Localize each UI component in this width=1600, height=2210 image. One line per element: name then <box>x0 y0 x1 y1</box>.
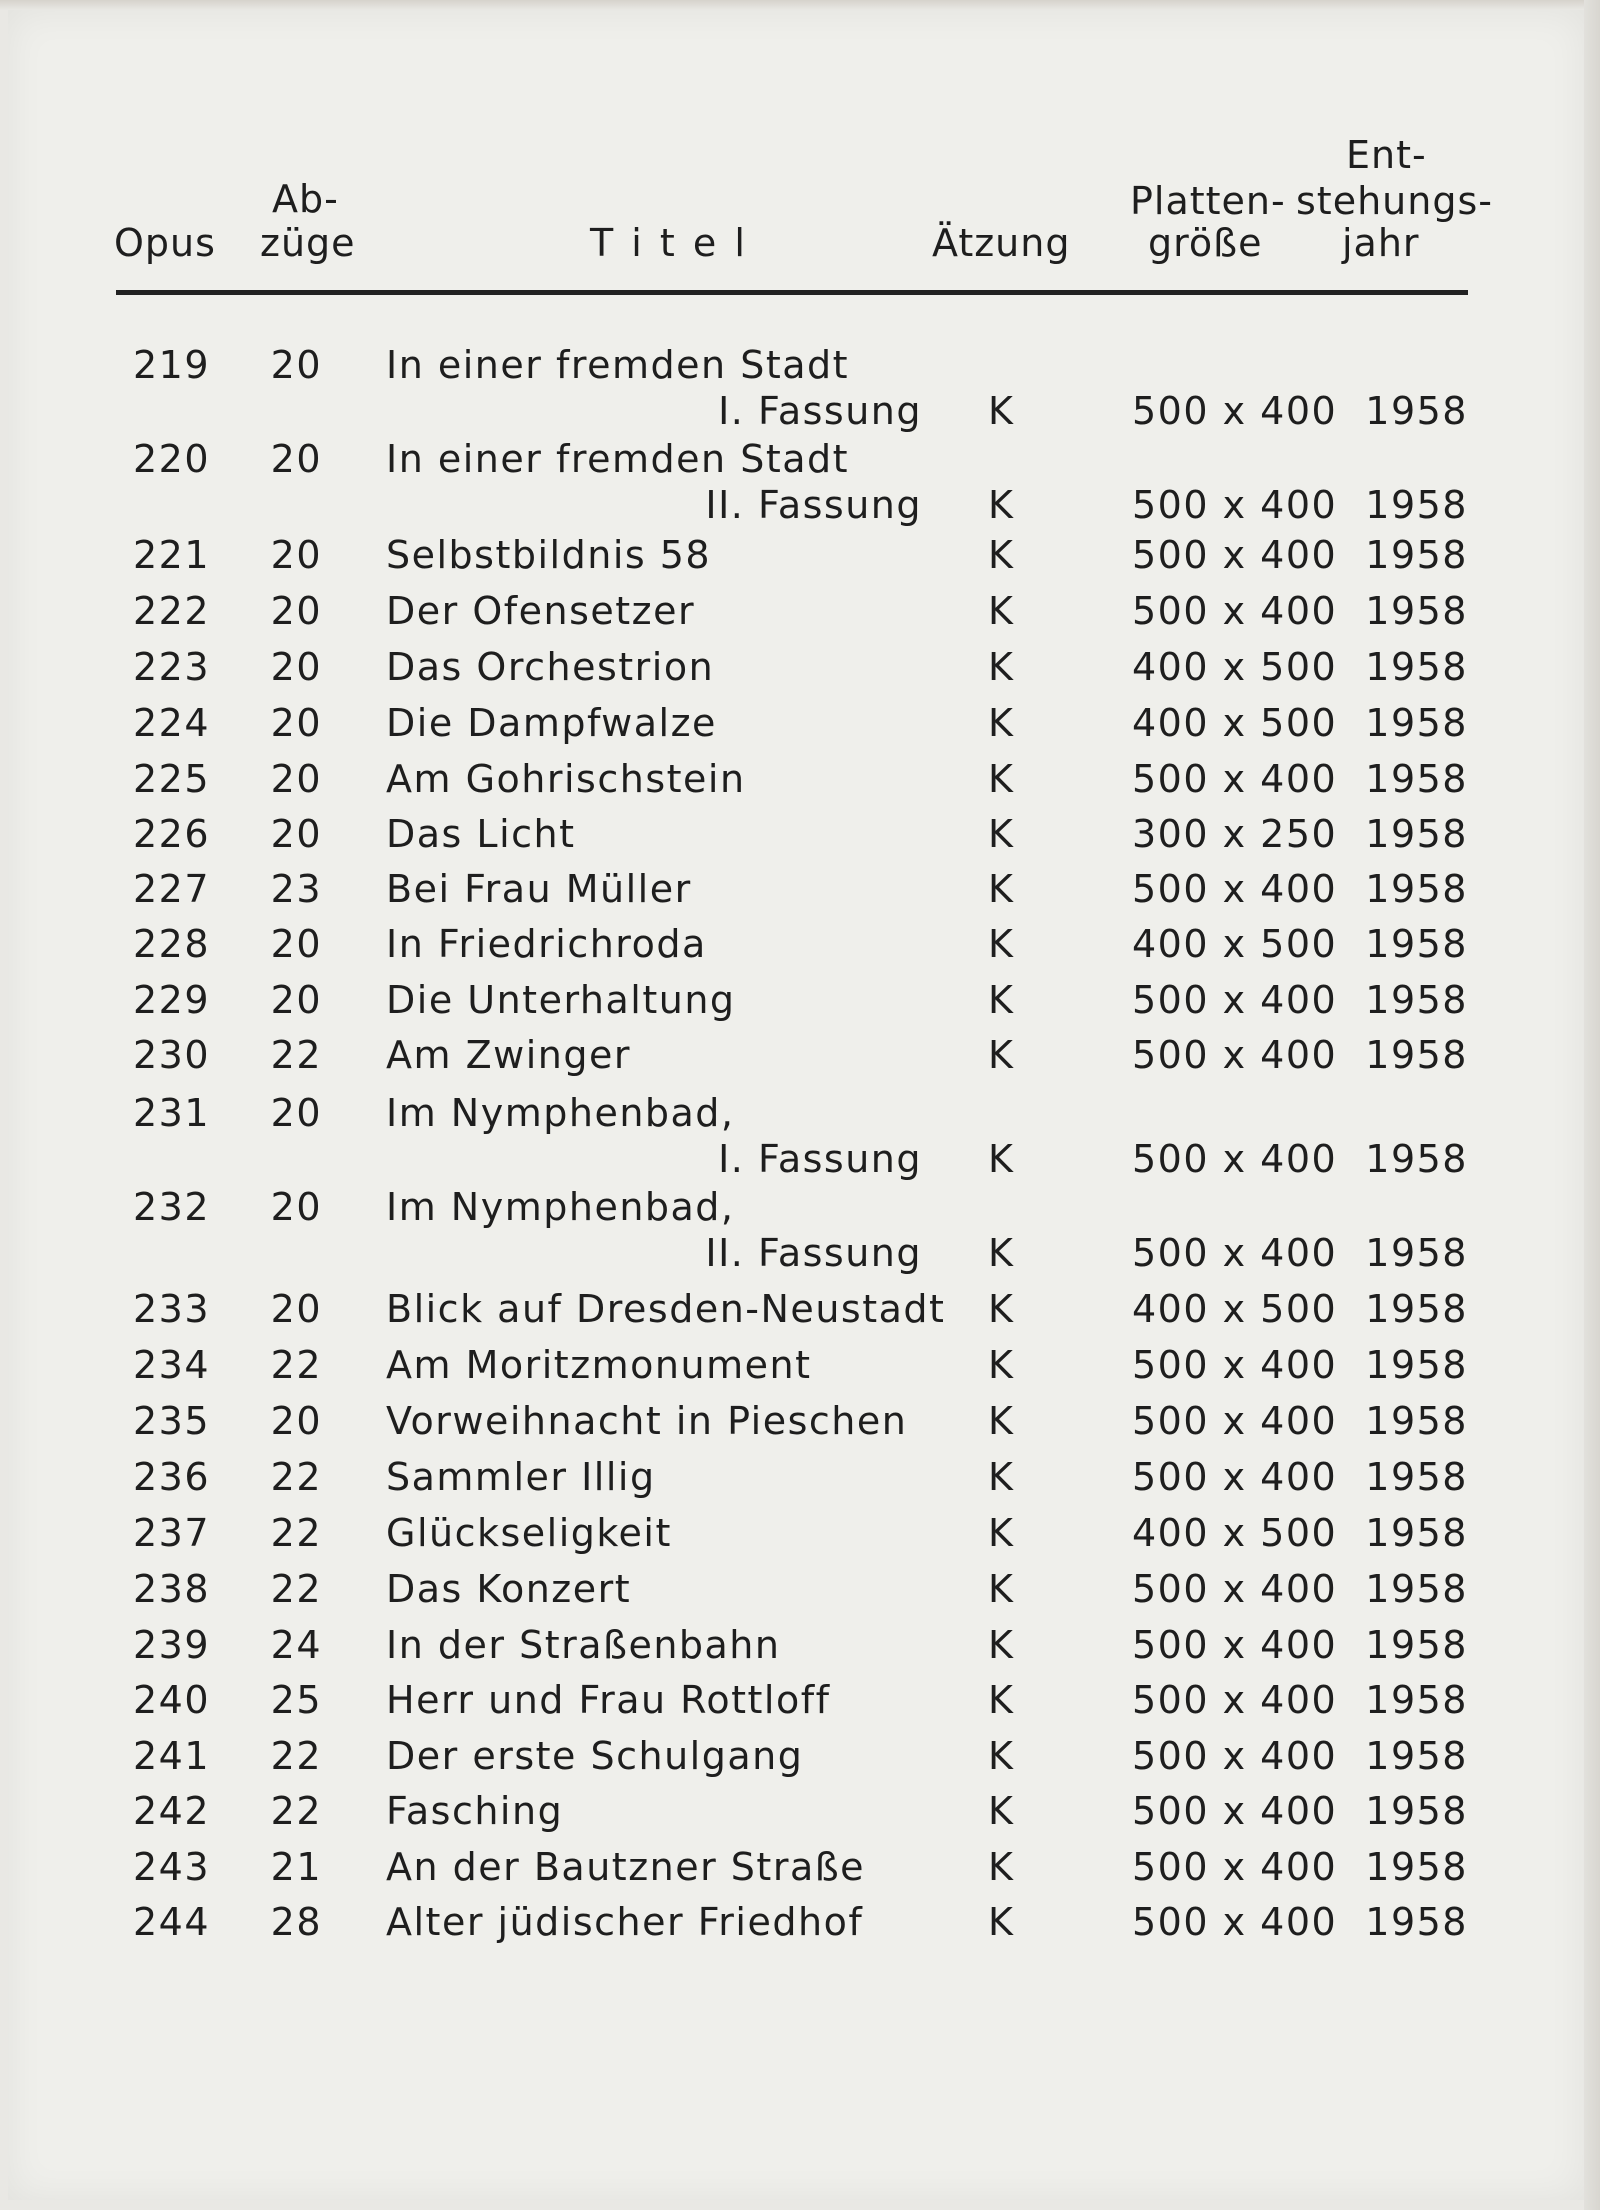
page-top-edge <box>0 0 1600 10</box>
cell-plattengroesse: 500 x 400 <box>1132 1231 1338 1275</box>
cell-titel: Fasching <box>386 1789 564 1833</box>
cell-plattengroesse: 500 x 400 <box>1132 1399 1338 1443</box>
cell-jahr: 1958 <box>1365 812 1468 856</box>
cell-opus: 243 <box>132 1845 210 1889</box>
cell-jahr: 1958 <box>1365 867 1468 911</box>
cell-opus: 233 <box>132 1287 210 1331</box>
cell-jahr: 1958 <box>1365 1033 1468 1077</box>
cell-titel: Sammler Illig <box>386 1455 656 1499</box>
cell-fassung: I. Fassung <box>718 389 922 433</box>
cell-aetzung: K <box>988 1567 1015 1611</box>
cell-opus: 222 <box>132 589 210 633</box>
cell-titel: Glückseligkeit <box>386 1511 672 1555</box>
cell-opus: 238 <box>132 1567 210 1611</box>
cell-opus: 240 <box>132 1678 210 1722</box>
cell-opus: 226 <box>132 812 210 856</box>
cell-titel: Im Nymphenbad, <box>386 1185 735 1229</box>
cell-aetzung: K <box>988 1789 1015 1833</box>
cell-abzuege: 22 <box>270 1455 322 1499</box>
cell-abzuege: 20 <box>270 757 322 801</box>
cell-aetzung: K <box>988 1900 1015 1944</box>
header-jahr-line1: Ent- <box>1346 133 1427 177</box>
cell-abzuege: 21 <box>270 1845 322 1889</box>
cell-abzuege: 22 <box>270 1734 322 1778</box>
cell-titel: Vorweihnacht in Pieschen <box>386 1399 908 1443</box>
cell-aetzung: K <box>988 1845 1015 1889</box>
cell-plattengroesse: 500 x 400 <box>1132 1567 1338 1611</box>
cell-titel: Am Moritzmonument <box>386 1343 812 1387</box>
cell-aetzung: K <box>988 1231 1015 1275</box>
cell-opus: 220 <box>132 437 210 481</box>
header-opus: Opus <box>114 221 216 265</box>
cell-opus: 237 <box>132 1511 210 1555</box>
cell-aetzung: K <box>988 867 1015 911</box>
cell-aetzung: K <box>988 1287 1015 1331</box>
cell-aetzung: K <box>988 701 1015 745</box>
cell-abzuege: 20 <box>270 645 322 689</box>
cell-aetzung: K <box>988 1399 1015 1443</box>
cell-aetzung: K <box>988 978 1015 1022</box>
header-plattengroesse-line1: Platten- <box>1130 179 1286 223</box>
cell-titel: Am Zwinger <box>386 1033 631 1077</box>
cell-titel: Die Unterhaltung <box>386 978 736 1022</box>
cell-plattengroesse: 500 x 400 <box>1132 1137 1338 1181</box>
cell-abzuege: 20 <box>270 1287 322 1331</box>
cell-aetzung: K <box>988 1511 1015 1555</box>
cell-jahr: 1958 <box>1365 757 1468 801</box>
cell-opus: 231 <box>132 1091 210 1135</box>
cell-opus: 244 <box>132 1900 210 1944</box>
cell-opus: 229 <box>132 978 210 1022</box>
cell-titel: Selbstbildnis 58 <box>386 533 712 577</box>
cell-opus: 239 <box>132 1623 210 1667</box>
cell-opus: 227 <box>132 867 210 911</box>
cell-plattengroesse: 500 x 400 <box>1132 1678 1338 1722</box>
cell-opus: 235 <box>132 1399 210 1443</box>
cell-abzuege: 20 <box>270 343 322 387</box>
cell-jahr: 1958 <box>1365 1455 1468 1499</box>
cell-opus: 224 <box>132 701 210 745</box>
cell-abzuege: 22 <box>270 1343 322 1387</box>
cell-abzuege: 20 <box>270 701 322 745</box>
header-abzuege-line1: Ab- <box>272 177 339 221</box>
cell-fassung: I. Fassung <box>718 1137 922 1181</box>
cell-plattengroesse: 500 x 400 <box>1132 1845 1338 1889</box>
cell-titel: Das Konzert <box>386 1567 632 1611</box>
cell-opus: 230 <box>132 1033 210 1077</box>
header-rule <box>116 290 1468 295</box>
cell-jahr: 1958 <box>1365 483 1468 527</box>
cell-jahr: 1958 <box>1365 1734 1468 1778</box>
cell-plattengroesse: 500 x 400 <box>1132 1343 1338 1387</box>
cell-jahr: 1958 <box>1365 1845 1468 1889</box>
cell-plattengroesse: 500 x 400 <box>1132 1033 1338 1077</box>
cell-plattengroesse: 400 x 500 <box>1132 922 1338 966</box>
cell-abzuege: 28 <box>270 1900 322 1944</box>
cell-abzuege: 20 <box>270 589 322 633</box>
cell-fassung: II. Fassung <box>705 1231 922 1275</box>
cell-titel: Am Gohrischstein <box>386 757 746 801</box>
cell-abzuege: 20 <box>270 1091 322 1135</box>
cell-aetzung: K <box>988 1033 1015 1077</box>
cell-plattengroesse: 300 x 250 <box>1132 812 1338 856</box>
cell-fassung: II. Fassung <box>705 483 922 527</box>
header-titel: T i t e l <box>590 221 748 265</box>
cell-plattengroesse: 500 x 400 <box>1132 1734 1338 1778</box>
cell-abzuege: 23 <box>270 867 322 911</box>
cell-titel: Der erste Schulgang <box>386 1734 804 1778</box>
cell-titel: In einer fremden Stadt <box>386 343 850 387</box>
cell-jahr: 1958 <box>1365 701 1468 745</box>
cell-plattengroesse: 500 x 400 <box>1132 867 1338 911</box>
cell-opus: 228 <box>132 922 210 966</box>
header-jahr-line3: jahr <box>1342 221 1420 265</box>
cell-titel: In Friedrichroda <box>386 922 707 966</box>
cell-titel: In einer fremden Stadt <box>386 437 850 481</box>
header-jahr-line2: stehungs- <box>1296 179 1493 223</box>
cell-jahr: 1958 <box>1365 645 1468 689</box>
cell-jahr: 1958 <box>1365 1678 1468 1722</box>
cell-abzuege: 24 <box>270 1623 322 1667</box>
cell-plattengroesse: 500 x 400 <box>1132 978 1338 1022</box>
cell-jahr: 1958 <box>1365 1399 1468 1443</box>
cell-abzuege: 20 <box>270 533 322 577</box>
cell-plattengroesse: 400 x 500 <box>1132 645 1338 689</box>
cell-titel: An der Bautzner Straße <box>386 1845 866 1889</box>
page-right-edge <box>1584 0 1600 2210</box>
cell-abzuege: 20 <box>270 1185 322 1229</box>
cell-aetzung: K <box>988 1343 1015 1387</box>
cell-titel: Blick auf Dresden-Neustadt <box>386 1287 946 1331</box>
cell-jahr: 1958 <box>1365 589 1468 633</box>
cell-abzuege: 22 <box>270 1511 322 1555</box>
cell-opus: 221 <box>132 533 210 577</box>
cell-opus: 225 <box>132 757 210 801</box>
cell-abzuege: 22 <box>270 1567 322 1611</box>
cell-aetzung: K <box>988 922 1015 966</box>
cell-aetzung: K <box>988 1678 1015 1722</box>
cell-aetzung: K <box>988 1455 1015 1499</box>
cell-opus: 234 <box>132 1343 210 1387</box>
cell-plattengroesse: 500 x 400 <box>1132 389 1338 433</box>
cell-plattengroesse: 500 x 400 <box>1132 533 1338 577</box>
cell-aetzung: K <box>988 1137 1015 1181</box>
cell-aetzung: K <box>988 757 1015 801</box>
cell-opus: 236 <box>132 1455 210 1499</box>
cell-abzuege: 25 <box>270 1678 322 1722</box>
cell-plattengroesse: 500 x 400 <box>1132 1789 1338 1833</box>
cell-jahr: 1958 <box>1365 1511 1468 1555</box>
cell-abzuege: 20 <box>270 812 322 856</box>
cell-titel: Das Orchestrion <box>386 645 715 689</box>
cell-opus: 223 <box>132 645 210 689</box>
cell-abzuege: 20 <box>270 922 322 966</box>
cell-plattengroesse: 500 x 400 <box>1132 589 1338 633</box>
cell-aetzung: K <box>988 533 1015 577</box>
cell-jahr: 1958 <box>1365 1343 1468 1387</box>
cell-plattengroesse: 400 x 500 <box>1132 1511 1338 1555</box>
cell-aetzung: K <box>988 483 1015 527</box>
cell-jahr: 1958 <box>1365 922 1468 966</box>
cell-aetzung: K <box>988 812 1015 856</box>
cell-jahr: 1958 <box>1365 1623 1468 1667</box>
cell-titel: Bei Frau Müller <box>386 867 692 911</box>
cell-jahr: 1958 <box>1365 1900 1468 1944</box>
cell-opus: 242 <box>132 1789 210 1833</box>
cell-plattengroesse: 400 x 500 <box>1132 701 1338 745</box>
cell-aetzung: K <box>988 1623 1015 1667</box>
cell-titel: Alter jüdischer Friedhof <box>386 1900 864 1944</box>
cell-opus: 232 <box>132 1185 210 1229</box>
cell-jahr: 1958 <box>1365 1789 1468 1833</box>
cell-jahr: 1958 <box>1365 389 1468 433</box>
cell-plattengroesse: 500 x 400 <box>1132 483 1338 527</box>
cell-jahr: 1958 <box>1365 533 1468 577</box>
cell-aetzung: K <box>988 1734 1015 1778</box>
cell-plattengroesse: 500 x 400 <box>1132 1900 1338 1944</box>
cell-aetzung: K <box>988 589 1015 633</box>
cell-abzuege: 20 <box>270 978 322 1022</box>
cell-abzuege: 22 <box>270 1789 322 1833</box>
cell-titel: Herr und Frau Rottloff <box>386 1678 831 1722</box>
cell-opus: 241 <box>132 1734 210 1778</box>
cell-jahr: 1958 <box>1365 1137 1468 1181</box>
cell-abzuege: 20 <box>270 1399 322 1443</box>
header-abzuege-line2: züge <box>260 221 356 265</box>
cell-jahr: 1958 <box>1365 1287 1468 1331</box>
cell-plattengroesse: 500 x 400 <box>1132 757 1338 801</box>
cell-titel: Die Dampfwalze <box>386 701 717 745</box>
cell-titel: Der Ofensetzer <box>386 589 696 633</box>
cell-plattengroesse: 500 x 400 <box>1132 1623 1338 1667</box>
cell-abzuege: 22 <box>270 1033 322 1077</box>
cell-aetzung: K <box>988 389 1015 433</box>
cell-titel: Im Nymphenbad, <box>386 1091 735 1135</box>
cell-plattengroesse: 400 x 500 <box>1132 1287 1338 1331</box>
cell-plattengroesse: 500 x 400 <box>1132 1455 1338 1499</box>
header-plattengroesse-line2: größe <box>1148 221 1263 265</box>
header-aetzung: Ätzung <box>932 221 1071 265</box>
cell-opus: 219 <box>132 343 210 387</box>
cell-jahr: 1958 <box>1365 1231 1468 1275</box>
cell-abzuege: 20 <box>270 437 322 481</box>
cell-aetzung: K <box>988 645 1015 689</box>
cell-jahr: 1958 <box>1365 1567 1468 1611</box>
cell-titel: Das Licht <box>386 812 576 856</box>
cell-titel: In der Straßenbahn <box>386 1623 781 1667</box>
cell-jahr: 1958 <box>1365 978 1468 1022</box>
